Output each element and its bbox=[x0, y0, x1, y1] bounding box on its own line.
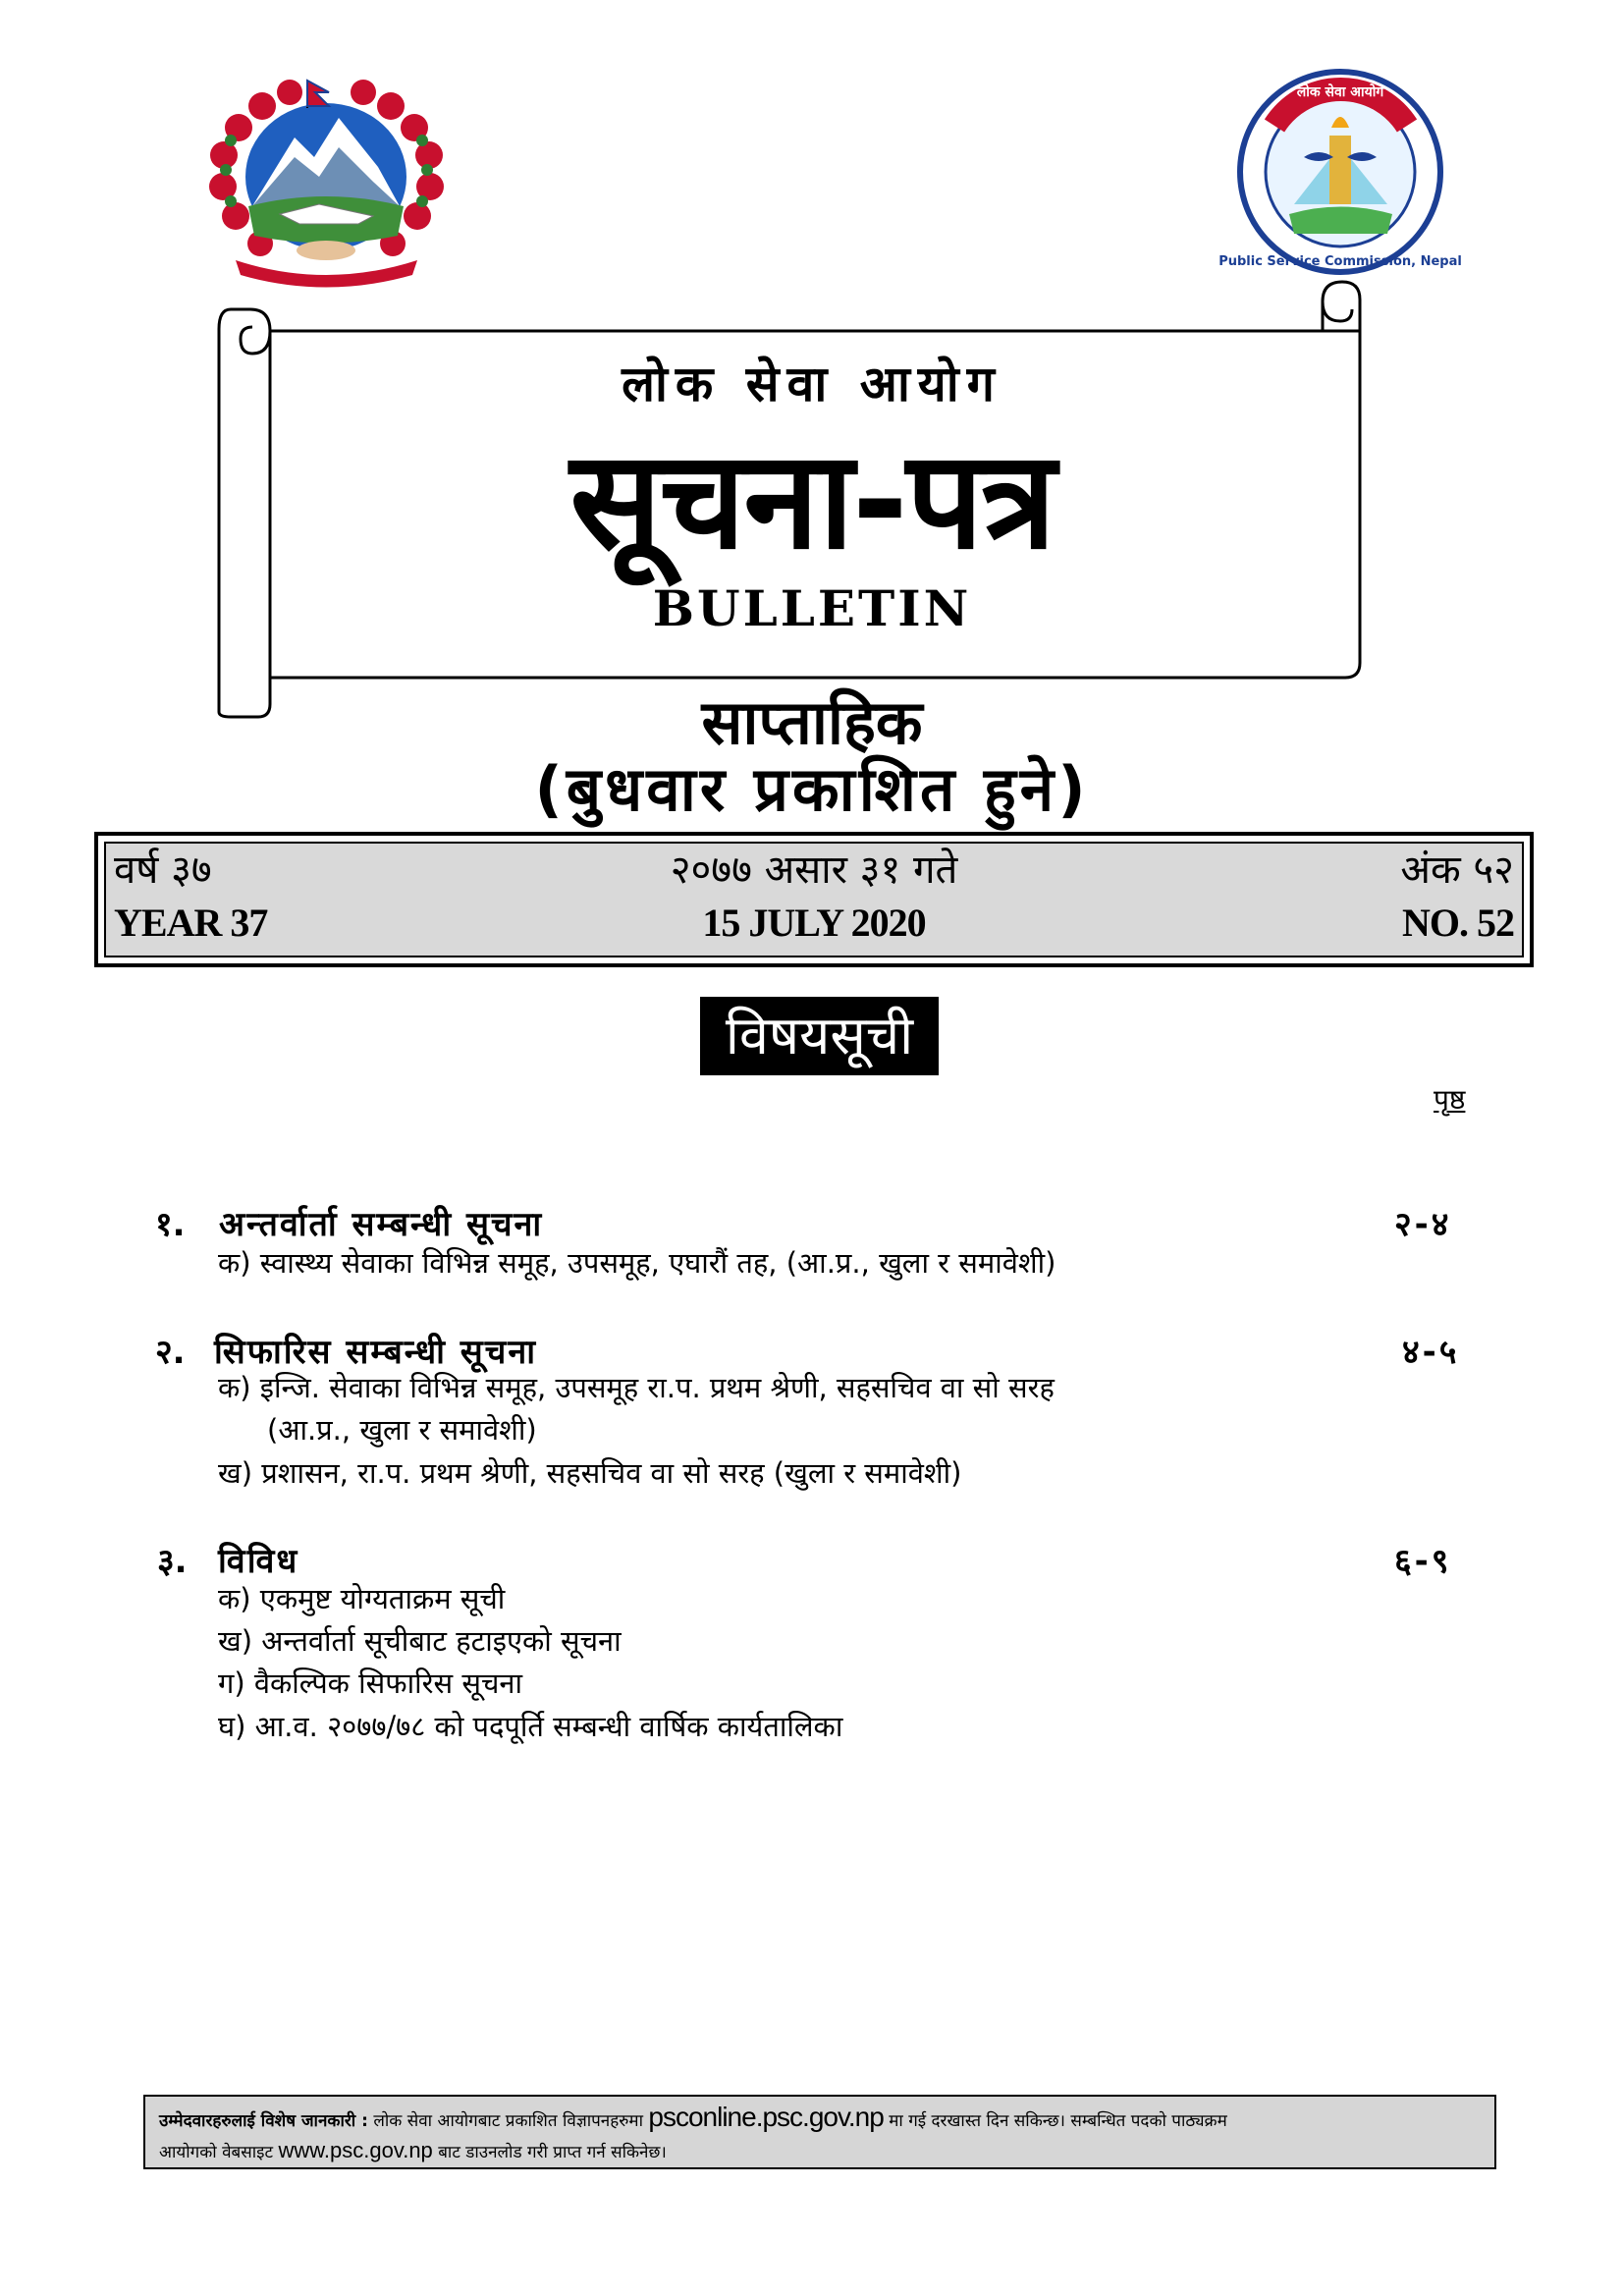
issue-number-nepali: अंक ५२ bbox=[1400, 847, 1514, 893]
bulletin-title: सूचना-पत्र bbox=[569, 421, 1055, 579]
contents-heading: विषयसूची bbox=[700, 997, 939, 1075]
psc-logo-top-text: लोक सेवा आयोग bbox=[1296, 84, 1384, 100]
notice-line-1 bbox=[159, 2103, 1481, 2136]
page-column-label: पृष्ठ bbox=[1434, 1083, 1466, 1116]
contents-item: ख) प्रशासन, रा.प. प्रथम श्रेणी, सहसचिव वा सो सरह (खुला र समावेशी) bbox=[218, 1456, 962, 1490]
notice-label: उम्मेदवारहरुलाई विशेष जानकारी : bbox=[159, 2111, 368, 2131]
notice-text: आयोगको वेबसाइट bbox=[159, 2143, 274, 2162]
date-english: 15 JULY 2020 bbox=[702, 901, 926, 945]
notice-line-2 bbox=[159, 2136, 1481, 2167]
contents-item: ग) वैकल्पिक सिफारिस सूचना bbox=[218, 1667, 522, 1700]
year-english: YEAR 37 bbox=[114, 901, 268, 945]
year-nepali: वर्ष ३७ bbox=[114, 847, 212, 893]
section-number: २. bbox=[155, 1333, 186, 1372]
contents-item: क) एकमुष्ट योग्यताक्रम सूची bbox=[218, 1582, 506, 1615]
contents-item: (आ.प्र., खुला र समावेशी) bbox=[267, 1413, 537, 1447]
publication-day-label: (बुधवार प्रकाशित हुने) bbox=[534, 753, 1090, 825]
organization-name: लोक सेवा आयोग bbox=[622, 355, 1002, 412]
notice-text: मा गई दरखास्त दिन सकिन्छ। सम्बन्धित पदको पाठ्यक्रम bbox=[889, 2111, 1227, 2131]
nepal-emblem-logo bbox=[191, 69, 461, 290]
notice-text: बाट डाउनलोड गरी प्राप्त गर्न सकिनेछ। bbox=[438, 2143, 667, 2162]
section-number: ३. bbox=[157, 1542, 188, 1581]
contents-item: ख) अन्तर्वार्ता सूचीबाट हटाइएको सूचना bbox=[218, 1624, 622, 1658]
website-link[interactable]: www.psc.gov.np bbox=[278, 2138, 433, 2162]
section-title: विविध bbox=[218, 1542, 299, 1581]
contents-item: क) स्वास्थ्य सेवाका विभिन्न समूह, उपसमूह, एघारौं तह, (आ.प्र., खुला र समावेशी) bbox=[218, 1246, 1056, 1280]
candidate-notice-box bbox=[143, 2095, 1496, 2169]
section-pages: ६-९ bbox=[1394, 1542, 1452, 1581]
date-nepali: २०७७ असार ३१ गते bbox=[670, 847, 958, 893]
online-application-link[interactable]: psconline.psc.gov.np bbox=[648, 2102, 884, 2132]
section-number: १. bbox=[155, 1205, 186, 1244]
section-title: सिफारिस सम्बन्धी सूचना bbox=[214, 1333, 538, 1372]
issue-number-english: NO. 52 bbox=[1402, 901, 1514, 945]
section-pages: २-४ bbox=[1394, 1205, 1452, 1244]
issue-info-box bbox=[94, 832, 1534, 967]
bulletin-title-english: BULLETIN bbox=[652, 579, 972, 637]
psc-logo-ring-text: Public Service Commission, Nepal bbox=[1218, 254, 1462, 269]
frequency-label: साप्ताहिक bbox=[701, 686, 923, 758]
contents-item: घ) आ.व. २०७७/७८ को पदपूर्ति सम्बन्धी वार्षिक कार्यतालिका bbox=[218, 1710, 843, 1743]
notice-text: लोक सेवा आयोगबाट प्रकाशित विज्ञापनहरुमा bbox=[373, 2111, 643, 2131]
psc-logo bbox=[1218, 67, 1462, 278]
contents-item: क) इन्जि. सेवाका विभिन्न समूह, उपसमूह रा.प. प्रथम श्रेणी, सहसचिव वा सो सरह bbox=[218, 1371, 1055, 1404]
section-pages: ४-५ bbox=[1402, 1333, 1460, 1372]
section-title: अन्तर्वार्ता सम्बन्धी सूचना bbox=[219, 1205, 544, 1244]
